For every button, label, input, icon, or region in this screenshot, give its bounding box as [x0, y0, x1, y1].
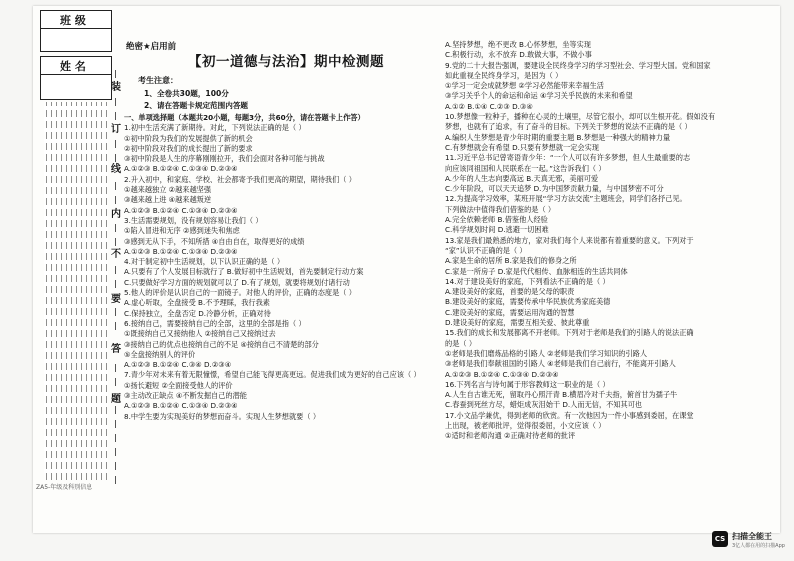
question-line: ③接纳自己的优点也接纳自己的不足 ④接纳自己不清楚的部分	[124, 339, 319, 349]
question-line: A.①②③ B.①②④ C.①③④ D.②③④	[124, 205, 238, 215]
question-line: 2.升入初中，和家庭、学校、社会都寄予我们更高的期望，期待我们（ ）	[124, 174, 356, 184]
question-line: 17.小文品学兼优，得到老师的欣赏。有一次他因为一件小事感到委屈，在课堂	[445, 410, 694, 420]
binding-dash	[115, 182, 116, 190]
question-line: A.只要有了个人发展目标就行了 B.做好初中生活规划，首先要制定行动方案	[124, 267, 364, 277]
notice-heading: 考生注意：	[138, 76, 178, 85]
binding-dash	[115, 238, 116, 246]
question-line: 9.党的二十大报告强调，要建设全民终身学习的学习型社会、学习型大国。党和国家	[445, 60, 711, 70]
question-line: ③老师是我们奉献祖国的引路人 ④老师是我们自己前行，不能离开引路人	[445, 359, 676, 369]
question-line: C.科学规划时间 D.逃避一切困难	[445, 225, 549, 235]
binding-dash	[115, 280, 116, 288]
question-line: 8.中学生要为实现美好的梦想而奋斗。实现人生梦想就要（ ）	[124, 411, 321, 421]
binding-dash	[115, 406, 116, 414]
question-line: ①越来越独立 ②越来越坚强	[124, 185, 212, 195]
binding-dash	[115, 378, 116, 386]
binding-dash	[115, 224, 116, 232]
question-line: A.①②③ B.①②④ C.①③④ D.②③④	[124, 246, 238, 256]
left-footer: ZA5-年级及科别信息	[36, 484, 93, 491]
camscanner-logo-icon: CS	[712, 531, 728, 547]
binding-char: 内	[111, 209, 121, 220]
name-field[interactable]	[40, 74, 112, 100]
camscanner-tagline: 3亿人都在用的扫描App	[732, 543, 785, 549]
question-line: C.积极行动，永不放弃 D.敢做大事，不做小事	[445, 50, 592, 60]
question-line: A.人生自古谁无死，留取丹心照汗青 B.横眉冷对千夫指，俯首甘为孺子牛	[445, 390, 678, 400]
question-line: 16.下列名言与诗句属于形容教师这一职业的是（ ）	[445, 379, 610, 389]
question-line: “家”认识不正确的是（ ）	[445, 245, 527, 255]
binding-char: 要	[111, 294, 121, 305]
confidential-stamp: 绝密★启用前	[126, 42, 177, 52]
question-line: ①既接纳自己又接纳他人 ②接纳自己又接纳过去	[124, 329, 276, 339]
question-line: ③初中阶段是人生的序幕刚刚拉开，我们会面对各种可能与挑战	[124, 154, 325, 164]
binding-char: 题	[111, 394, 121, 405]
right-question-column	[445, 40, 715, 442]
question-line: C.建设美好的家庭，需要运用沟通的智慧	[445, 307, 575, 317]
question-line: 15.我们的成长和发展都离不开老师。下列对于老师是我们的引路人的说法正确	[445, 328, 694, 338]
question-line: ①扬长避短 ②全面接受他人的评价	[124, 380, 233, 390]
binding-dash	[115, 364, 116, 372]
question-line: ⑤全盘接纳别人的评价	[124, 349, 196, 359]
binding-dash	[115, 420, 116, 428]
question-line: A.①②③ B.①②④ C.①③④ D.②③④	[124, 164, 238, 174]
question-line: B.建设美好的家庭，需要传承中华民族优秀家庭美德	[445, 297, 611, 307]
question-line: 下列做法中值得我们借鉴的是（ ）	[445, 204, 556, 214]
binding-dash	[115, 98, 116, 106]
question-line: 3.生活需要规划，没有规划容易让我们（ ）	[124, 215, 263, 225]
question-line: 12.为提高学习效率，某班开展“学习方法交流”主题班会，同学们各抒己见。	[445, 194, 687, 204]
question-line: 6.接纳自己，需要接纳自己的全部，这里的全部是指（ ）	[124, 318, 306, 328]
question-line: ①学习一定会成就梦想 ②学习必然能带来幸福生活	[445, 81, 604, 91]
question-line: A.坚持梦想，绝不更改 B.心怀梦想，坐等实现	[445, 40, 591, 49]
class-label: 班 级	[60, 14, 86, 27]
binding-dash	[115, 196, 116, 204]
exam-title: 【初一道德与法治】期中检测题	[188, 54, 384, 70]
binding-char: 装	[111, 82, 121, 93]
binding-dash	[115, 112, 116, 120]
binding-char: 答	[111, 344, 121, 355]
question-line: C.家是一所房子 D.家是代代相传、血脉相连的生活共同体	[445, 266, 628, 276]
binding-dash	[115, 434, 116, 442]
question-line: A.建设美好的家庭，首要的是父母的职责	[445, 287, 575, 297]
question-line: ①老师是我们磨炼品格的引路人 ②老师是我们学习知识的引路人	[445, 348, 648, 358]
question-line: A.①②③ B.①②④ C.①③④ D.②③④	[445, 369, 559, 379]
question-line: ③学习关乎个人的命运和命运 ④学习关乎民族的未来和希望	[445, 91, 633, 101]
question-line: 4.对于制定初中生活规划，以下认识正确的是（ ）	[124, 257, 285, 267]
question-line: 上出现，被老师批评，觉得很委屈，小文应该（ ）	[445, 420, 606, 430]
question-line: A.少年的人生志向要高远 B.天真无邪，美丽可爱	[445, 173, 599, 183]
question-line: ③主动改正缺点 ④不断发掘自己的潜能	[124, 391, 247, 401]
question-line: A.①②③ B.①②④ C.③④ D.②③④	[124, 360, 232, 370]
binding-hatch-rows	[44, 102, 108, 480]
question-line: C.少年阶段，可以天天追梦 D.为中国梦贡献力量，与中国梦密不可分	[445, 184, 664, 194]
class-field[interactable]	[40, 28, 112, 52]
binding-dash	[115, 462, 116, 470]
question-line: 7.青少年对未来有着无限憧憬，希望自己能飞得更高更远。促进我们成为更好的自己应该（ ）	[124, 370, 421, 380]
question-line: ②初中阶段对我们的成长提出了新的要求	[124, 143, 253, 153]
question-line: A.完全依赖老师 B.借鉴他人经验	[445, 215, 548, 225]
question-line: C.只要做好学习方面的规划就可以了 D.有了规划，就要将规划付诸行动	[124, 277, 350, 287]
question-line: C.春蚕到死丝方尽，蜡炬成灰泪始干 D.人而无信，不知其可也	[445, 400, 643, 410]
question-line: A.①②③ B.①②④ C.①③④ D.②③④	[124, 401, 238, 411]
question-line: C.有梦想就会有希望 D.只要有梦想就一定会实现	[445, 142, 599, 152]
question-line: 一、单项选择题（本题共20小题，每题3分，共60分，请在答题卡上作答）	[124, 113, 365, 122]
binding-dash	[115, 154, 116, 162]
binding-dash	[115, 322, 116, 330]
binding-char: 线	[111, 164, 121, 175]
left-question-column	[124, 113, 421, 422]
question-line: A.编织人生梦想是青少年时期的重要主题 B.梦想是一种强大的精神力量	[445, 132, 671, 142]
question-line: 梦想，也就有了追求，有了奋斗的目标。下列关于梦想的说法不正确的是（ ）	[445, 122, 692, 132]
question-line: 向应该同祖国和人民联系在一起。”这告诉我们（ ）	[445, 163, 606, 173]
question-line: A.①② B.①④ C.②③ D.③④	[445, 101, 533, 111]
notice-item: 2、请在答题卡规定范围内答题	[144, 101, 249, 110]
question-line: D.建设美好的家庭，需要互相关爱、彼此尊重	[445, 318, 590, 328]
question-line: 5.他人的评价是认识自己的一面镜子。对他人的评价，正确的态度是（ ）	[124, 288, 356, 298]
question-line: 10.梦想像一粒种子，播种在心灵的土壤里，尽管它很小，却可以生根开花。假如没有	[445, 112, 716, 122]
binding-dash	[115, 308, 116, 316]
binding-dash	[115, 70, 116, 78]
question-line: C.保持独立，全盘否定 D.冷静分析，正确对待	[124, 308, 271, 318]
question-line: 1.初中生活充满了新期待。对此，下列说法正确的是（ ）	[124, 123, 306, 133]
binding-dash	[115, 266, 116, 274]
question-line: A.家是生命的居所 B.家是我们的修身之所	[445, 256, 577, 266]
question-line: 14.对于建设美好的家庭，下列看法不正确的是（ ）	[445, 276, 610, 286]
question-line: ③感到无从下手，不知所措 ④自由自在，取得更好的成绩	[124, 236, 305, 246]
camscanner-name: 扫描全能王	[732, 532, 772, 541]
question-line: ①适时和老师沟通 ②正确对待老师的批评	[445, 431, 576, 441]
question-line: ③越来越上进 ④越来越叛逆	[124, 195, 212, 205]
notice-item: 1、全卷共30题，100分	[144, 89, 229, 98]
binding-dash	[115, 448, 116, 456]
binding-dash	[115, 140, 116, 148]
question-line: 13.家是我们最熟悉的地方，家对我们每个人来说都有着重要的意义。下列对于	[445, 235, 694, 245]
binding-char: 不	[111, 249, 121, 260]
question-line: ①初中阶段为我们的发展提供了新的机会	[124, 133, 253, 143]
question-line: 如此重视全民终身学习，是因为（ ）	[445, 70, 563, 80]
question-line: 11.习近平总书记曾寄语青少年：“一个人可以有许多梦想，但人生最重要的志	[445, 153, 691, 163]
name-label: 姓 名	[60, 60, 86, 73]
question-line: ①陷入冒进和无序 ②感到迷失和焦虑	[124, 226, 240, 236]
binding-char: 订	[111, 124, 121, 135]
question-line: A.虚心听取，全盘接受 B.不予理睬，我行我素	[124, 298, 270, 308]
binding-dash	[115, 476, 116, 484]
question-line: 的是（ ）	[445, 338, 477, 348]
